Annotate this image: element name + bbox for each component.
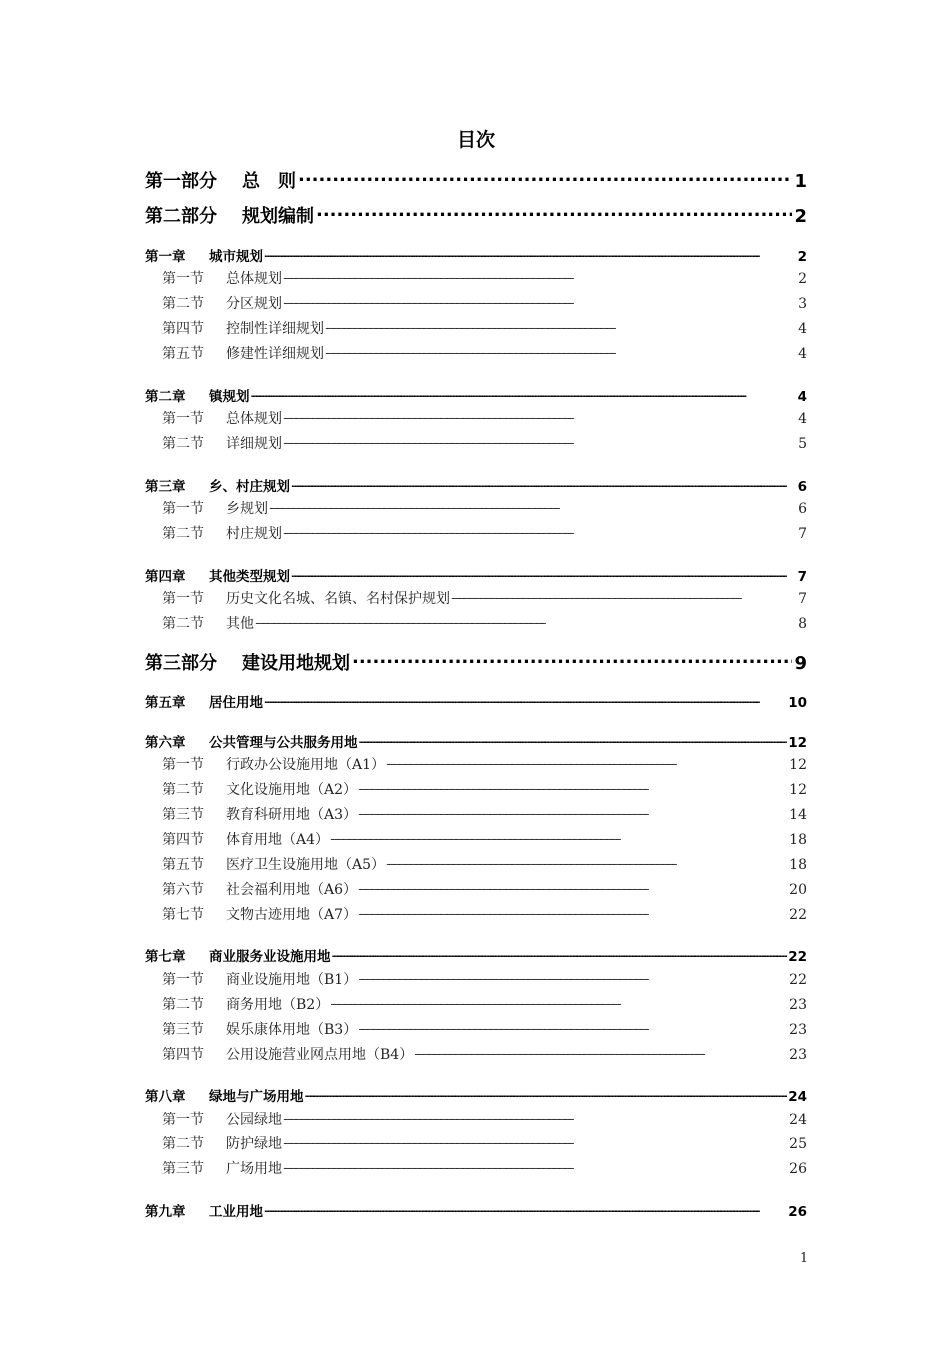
toc-entry-label: 公园绿地 xyxy=(226,1112,282,1128)
toc-entry-page-number: 24 xyxy=(788,1089,807,1105)
dot-leader xyxy=(283,294,797,308)
toc-entry-label: 总体规划 xyxy=(226,271,282,287)
toc-entry-label: 乡规划 xyxy=(226,501,268,517)
toc-entry-label: 广场用地 xyxy=(226,1161,282,1177)
toc-entry-prefix: 第一节 xyxy=(162,271,204,287)
dot-leader xyxy=(358,970,788,984)
toc-entry-section[interactable] xyxy=(162,1109,807,1129)
toc-entry-label: 居住用地 xyxy=(209,695,263,711)
toc-entry-section[interactable] xyxy=(162,804,807,824)
toc-entry-page-number: 26 xyxy=(788,1204,807,1220)
dot-leader xyxy=(358,780,788,794)
toc-entry-section[interactable] xyxy=(162,293,807,313)
toc-entry-prefix: 第三章 xyxy=(145,479,186,495)
toc-entry-chapter[interactable] xyxy=(145,385,807,405)
toc-entry-prefix: 第三部分 xyxy=(145,653,217,674)
toc-entry-page-number: 5 xyxy=(798,436,807,452)
dot-leader xyxy=(251,388,797,402)
toc-entry-section[interactable] xyxy=(162,523,807,543)
toc-entry-prefix: 第一节 xyxy=(162,591,204,607)
toc-entry-page-number: 12 xyxy=(788,735,807,751)
toc-entry-page-number: 14 xyxy=(789,807,807,823)
toc-entry-page-number: 6 xyxy=(798,501,807,517)
dot-leader xyxy=(283,1134,788,1148)
toc-entry-label: 历史文化名城、名镇、名村保护规划 xyxy=(226,591,450,607)
toc-entry-prefix: 第一节 xyxy=(162,411,204,427)
toc-entry-label: 教育科研用地（A3） xyxy=(226,807,358,823)
toc-entry-prefix: 第四节 xyxy=(162,832,204,848)
dot-leader xyxy=(283,269,797,283)
toc-entry-page-number: 18 xyxy=(789,832,807,848)
dot-leader xyxy=(352,651,792,669)
toc-entry-page-number: 20 xyxy=(789,882,807,898)
toc-entry-prefix: 第四章 xyxy=(145,569,186,585)
toc-entry-section[interactable] xyxy=(162,408,807,428)
toc-entry-prefix: 第一节 xyxy=(162,972,204,988)
toc-entry-label: 村庄规划 xyxy=(226,526,282,542)
toc-entry-label: 建设用地规划 xyxy=(242,653,350,674)
toc-entry-prefix: 第二节 xyxy=(162,436,204,452)
toc-entry-prefix: 第四节 xyxy=(162,321,204,337)
toc-entry-chapter[interactable] xyxy=(145,475,807,495)
dot-leader xyxy=(264,694,787,708)
toc-entry-section[interactable] xyxy=(162,1158,807,1178)
toc-entry-section[interactable] xyxy=(162,904,807,924)
toc-entry-section[interactable] xyxy=(162,829,807,849)
toc-entry-prefix: 第一章 xyxy=(145,249,186,265)
dot-leader xyxy=(358,805,788,819)
toc-entry-section[interactable] xyxy=(162,1019,807,1039)
toc-entry-page-number: 8 xyxy=(798,616,807,632)
toc-entry-page-number: 2 xyxy=(798,271,807,287)
dot-leader xyxy=(316,204,792,222)
toc-entry-section[interactable] xyxy=(162,268,807,288)
toc-entry-chapter[interactable] xyxy=(145,1200,807,1220)
toc-entry-prefix: 第六章 xyxy=(145,735,186,751)
toc-entry-label: 详细规划 xyxy=(226,436,282,452)
toc-entry-prefix: 第五节 xyxy=(162,857,204,873)
toc-entry-prefix: 第二部分 xyxy=(145,206,217,227)
toc-entry-section[interactable] xyxy=(162,994,807,1014)
toc-entry-page-number: 7 xyxy=(798,591,807,607)
toc-entry-prefix: 第八章 xyxy=(145,1089,186,1105)
toc-entry-page-number: 22 xyxy=(789,907,807,923)
toc-entry-label: 公共管理与公共服务用地 xyxy=(209,735,358,751)
toc-entry-section[interactable] xyxy=(162,318,807,338)
toc-entry-chapter[interactable] xyxy=(145,1085,807,1105)
toc-entry-section[interactable] xyxy=(162,613,807,633)
dot-leader xyxy=(283,524,797,538)
toc-entry-prefix: 第二节 xyxy=(162,997,204,1013)
dot-leader xyxy=(330,995,788,1009)
toc-entry-page-number: 4 xyxy=(798,346,807,362)
toc-entry-label: 工业用地 xyxy=(209,1204,263,1220)
dot-leader xyxy=(283,409,797,423)
toc-entry-page-number: 23 xyxy=(789,1047,807,1063)
toc-entry-page-number: 3 xyxy=(798,296,807,312)
toc-entry-label: 其他 xyxy=(226,616,254,632)
toc-entry-label: 防护绿地 xyxy=(226,1136,282,1152)
toc-entry-prefix: 第二节 xyxy=(162,526,204,542)
toc-entry-prefix: 第一部分 xyxy=(145,171,217,192)
toc-entry-page-number: 12 xyxy=(789,757,807,773)
toc-entry-chapter[interactable] xyxy=(145,691,807,711)
toc-entry-label: 镇规划 xyxy=(209,389,250,405)
toc-entry-prefix: 第一节 xyxy=(162,501,204,517)
toc-entry-label: 医疗卫生设施用地（A5） xyxy=(226,857,386,873)
dot-leader xyxy=(264,248,797,262)
toc-entry-chapter[interactable] xyxy=(145,245,807,265)
page-number: 1 xyxy=(799,1251,809,1266)
toc-entry-page-number: 23 xyxy=(789,1022,807,1038)
dot-leader xyxy=(386,755,788,769)
toc-entry-label: 娱乐康体用地（B3） xyxy=(226,1022,358,1038)
toc-entry-label: 商业设施用地（B1） xyxy=(226,972,358,988)
toc-entry-label: 控制性详细规划 xyxy=(226,321,324,337)
toc-entry-label: 修建性详细规划 xyxy=(226,346,324,362)
toc-entry-prefix: 第六节 xyxy=(162,882,204,898)
toc-entry-label: 商务用地（B2） xyxy=(226,997,330,1013)
dot-leader xyxy=(283,1110,788,1124)
toc-entry-prefix: 第一节 xyxy=(162,1112,204,1128)
toc-entry-label: 城市规划 xyxy=(209,249,263,265)
toc-entry-prefix: 第二章 xyxy=(145,389,186,405)
toc-entry-page-number: 9 xyxy=(794,653,807,674)
toc-title: 目次 xyxy=(456,129,495,151)
toc-entry-section[interactable] xyxy=(162,588,807,608)
dot-leader xyxy=(358,880,788,894)
toc-entry-label: 文物古迹用地（A7） xyxy=(226,907,358,923)
toc-entry-label: 总 则 xyxy=(242,171,296,192)
toc-entry-section[interactable] xyxy=(162,498,807,518)
toc-entry-label: 规划编制 xyxy=(242,206,314,227)
toc-entry-section[interactable] xyxy=(162,854,807,874)
dot-leader xyxy=(358,905,788,919)
dot-leader xyxy=(332,948,788,962)
toc-entry-prefix: 第三节 xyxy=(162,807,204,823)
dot-leader xyxy=(291,568,797,582)
toc-entry-page-number: 12 xyxy=(789,782,807,798)
toc-entry-prefix: 第五章 xyxy=(145,695,186,711)
dot-leader xyxy=(358,1020,788,1034)
dot-leader xyxy=(283,1159,788,1173)
toc-entry-label: 乡、村庄规划 xyxy=(209,479,290,495)
dot-leader xyxy=(414,1045,788,1059)
toc-entry-chapter[interactable] xyxy=(145,565,807,585)
toc-entry-prefix: 第二节 xyxy=(162,782,204,798)
dot-leader xyxy=(330,830,788,844)
toc-entry-page-number: 26 xyxy=(789,1161,807,1177)
toc-entry-prefix: 第五节 xyxy=(162,346,204,362)
toc-entry-prefix: 第二节 xyxy=(162,616,204,632)
toc-entry-prefix: 第三节 xyxy=(162,1161,204,1177)
toc-entry-page-number: 4 xyxy=(797,389,807,405)
toc-entry-section[interactable] xyxy=(162,1044,807,1064)
dot-leader xyxy=(451,589,797,603)
toc-entry-label: 体育用地（A4） xyxy=(226,832,330,848)
dot-leader xyxy=(298,169,792,187)
toc-entry-section[interactable] xyxy=(162,433,807,453)
toc-entry-page-number: 6 xyxy=(797,479,807,495)
toc-entry-label: 社会福利用地（A6） xyxy=(226,882,358,898)
dot-leader xyxy=(291,478,797,492)
toc-entry-page-number: 22 xyxy=(789,972,807,988)
toc-entry-page-number: 10 xyxy=(788,695,807,711)
dot-leader xyxy=(325,319,797,333)
dot-leader xyxy=(269,499,797,513)
toc-entry-page-number: 18 xyxy=(789,857,807,873)
toc-entry-part[interactable] xyxy=(145,202,807,228)
toc-entry-page-number: 4 xyxy=(798,411,807,427)
dot-leader xyxy=(255,614,797,628)
dot-leader xyxy=(305,1088,788,1102)
toc-entry-label: 文化设施用地（A2） xyxy=(226,782,358,798)
toc-entry-label: 分区规划 xyxy=(226,296,282,312)
toc-entry-page-number: 7 xyxy=(797,569,807,585)
toc-entry-section[interactable] xyxy=(162,1133,807,1153)
toc-entry-prefix: 第九章 xyxy=(145,1204,186,1220)
toc-entry-prefix: 第二节 xyxy=(162,1136,204,1152)
toc-entry-part[interactable] xyxy=(145,649,807,675)
toc-entry-prefix: 第二节 xyxy=(162,296,204,312)
toc-entry-part[interactable] xyxy=(145,167,807,193)
toc-entry-prefix: 第四节 xyxy=(162,1047,204,1063)
toc-entry-label: 绿地与广场用地 xyxy=(209,1089,304,1105)
dot-leader xyxy=(325,344,797,358)
toc-entry-section[interactable] xyxy=(162,879,807,899)
toc-entry-page-number: 25 xyxy=(789,1136,807,1152)
dot-leader xyxy=(283,434,797,448)
toc-entry-label: 总体规划 xyxy=(226,411,282,427)
toc-entry-page-number: 24 xyxy=(789,1112,807,1128)
toc-entry-page-number: 2 xyxy=(797,249,807,265)
toc-entry-section[interactable] xyxy=(162,779,807,799)
dot-leader xyxy=(264,1203,787,1217)
toc-entry-page-number: 22 xyxy=(788,949,807,965)
toc-entry-page-number: 2 xyxy=(794,206,807,227)
toc-entry-prefix: 第七节 xyxy=(162,907,204,923)
toc-entry-prefix: 第三节 xyxy=(162,1022,204,1038)
dot-leader xyxy=(386,855,788,869)
dot-leader xyxy=(359,734,788,748)
toc-entry-label: 行政办公设施用地（A1） xyxy=(226,757,386,773)
toc-entry-chapter[interactable] xyxy=(145,731,807,751)
toc-entry-section[interactable] xyxy=(162,754,807,774)
toc-entry-section[interactable] xyxy=(162,969,807,989)
toc-entry-label: 公用设施营业网点用地（B4） xyxy=(226,1047,414,1063)
toc-entry-page-number: 23 xyxy=(789,997,807,1013)
toc-entry-label: 商业服务业设施用地 xyxy=(209,949,331,965)
toc-entry-page-number: 4 xyxy=(798,321,807,337)
toc-entry-label: 其他类型规划 xyxy=(209,569,290,585)
toc-entry-page-number: 7 xyxy=(798,526,807,542)
toc-entry-prefix: 第一节 xyxy=(162,757,204,773)
toc-entry-section[interactable] xyxy=(162,343,807,363)
toc-entry-prefix: 第七章 xyxy=(145,949,186,965)
toc-entry-chapter[interactable] xyxy=(145,945,807,965)
toc-entry-page-number: 1 xyxy=(794,171,807,192)
